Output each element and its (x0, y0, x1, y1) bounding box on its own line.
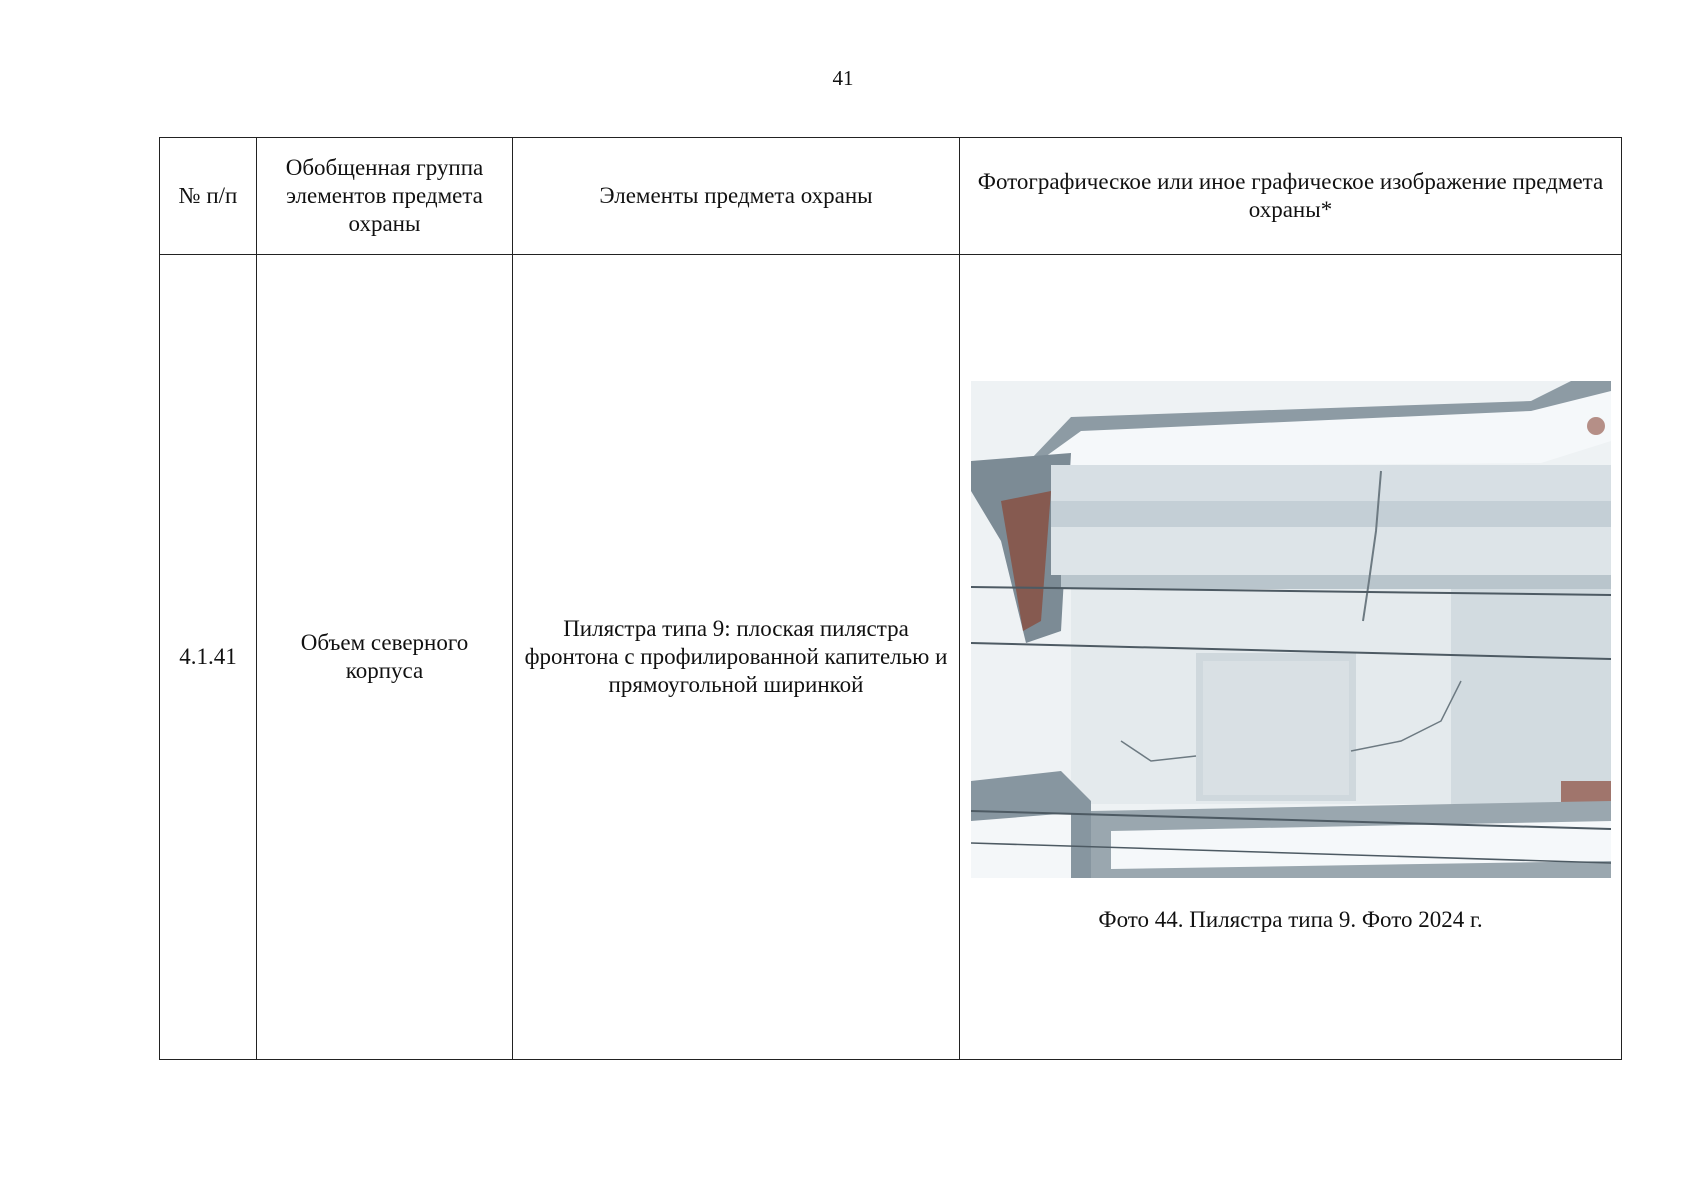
page-number: 41 (832, 66, 854, 90)
row-elements: Пилястра типа 9: плоская пилястра фронтона с профилированной капителью и прямоугольной ширинкой (513, 255, 960, 1060)
header-group: Обобщенная группа элементов предмета охраны (257, 138, 513, 255)
row-group: Объем северного корпуса (257, 255, 513, 1060)
row-number: 4.1.41 (160, 255, 257, 1060)
header-image: Фотографическое или иное графическое изображение предмета охраны* (960, 138, 1622, 255)
header-number: № п/п (160, 138, 257, 255)
pilaster-photo (971, 381, 1611, 878)
row-image-cell (960, 255, 1622, 1060)
table-header-row (160, 138, 1622, 255)
table-row (160, 255, 1622, 1060)
heritage-table (159, 137, 1622, 1060)
header-elements: Элементы предмета охраны (513, 138, 960, 255)
photo-caption: Фото 44. Пилястра типа 9. Фото 2024 г. (1098, 906, 1483, 932)
